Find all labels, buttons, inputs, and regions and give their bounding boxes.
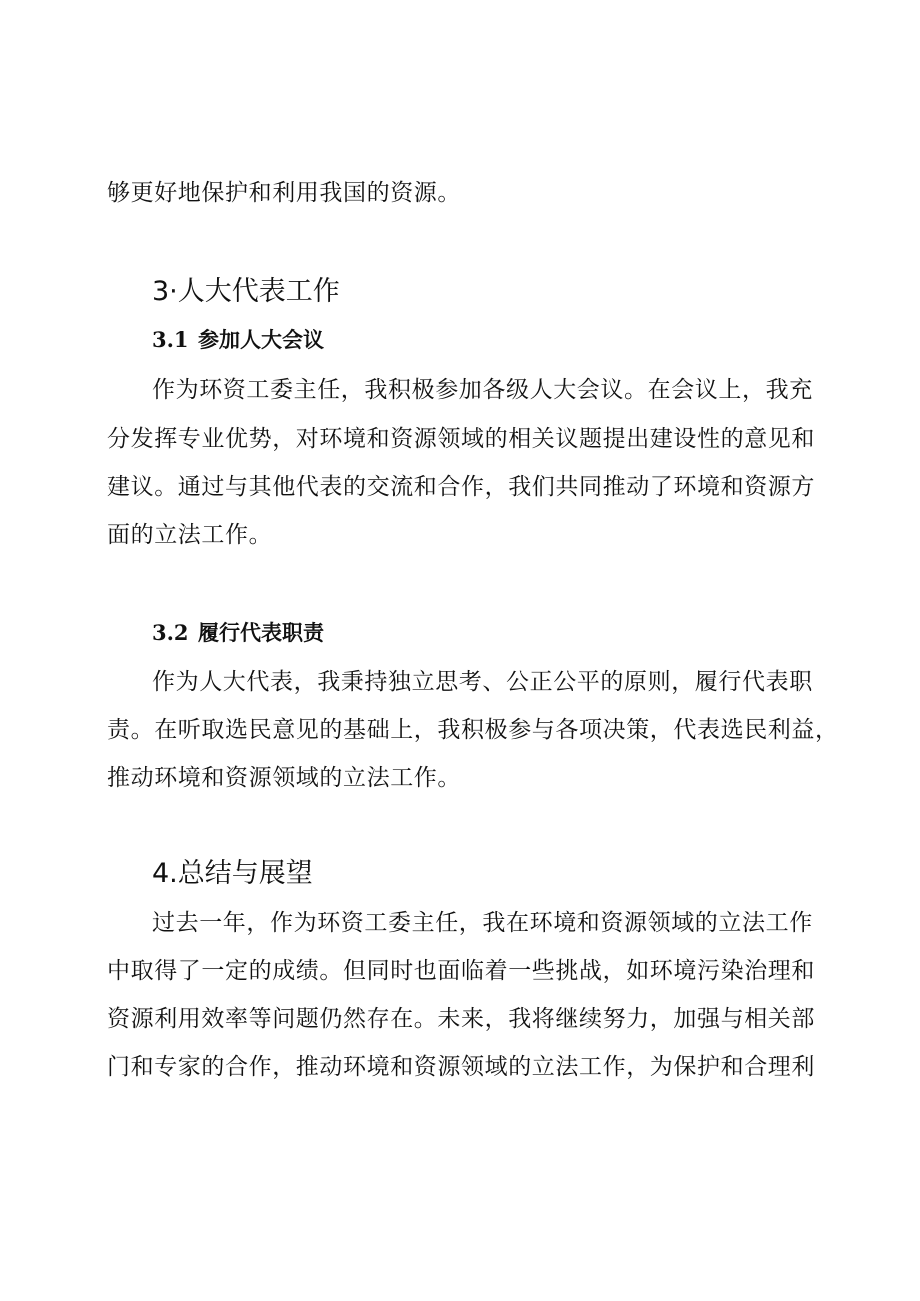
paragraph-line: 推动环境和资源领域的立法工作。	[107, 765, 461, 791]
paragraph-line: 建议。通过与其他代表的交流和合作，我们共同推动了环境和资源方	[107, 474, 815, 500]
paragraph-line: 责。在听取选民意见的基础上，我积极参与各项决策，代表选民利益，	[107, 717, 839, 743]
paragraph-line: 够更好地保护和利用我国的资源。	[107, 180, 461, 206]
paragraph-line: 资源利用效率等问题仍然存在。未来，我将继续努力，加强与相关部	[107, 1006, 815, 1032]
paragraph-line: 作为环资工委主任，我积极参加各级人大会议。在会议上，我充	[152, 377, 813, 403]
paragraph-line: 中取得了一定的成绩。但同时也面临着一些挑战，如环境污染治理和	[107, 958, 815, 984]
paragraph-line: 门和专家的合作，推动环境和资源领域的立法工作，为保护和合理利	[107, 1054, 815, 1080]
subsection-3-1-heading	[152, 326, 324, 354]
subsection-number: 3.1	[152, 327, 189, 352]
subsection-title: 参加人大会议	[198, 328, 324, 352]
subsection-number: 3.2	[152, 620, 189, 645]
paragraph-line: 作为人大代表，我秉持独立思考、公正公平的原则，履行代表职	[152, 669, 813, 695]
paragraph-line: 面的立法工作。	[107, 522, 273, 548]
subsection-3-2-heading	[152, 619, 324, 647]
paragraph-line: 分发挥专业优势，对环境和资源领域的相关议题提出建设性的意见和	[107, 426, 815, 452]
section-4-heading: 4.总结与展望	[152, 858, 313, 889]
subsection-title: 履行代表职责	[198, 621, 324, 645]
section-3-heading: 3·人大代表工作	[152, 276, 340, 307]
paragraph-line: 过去一年，作为环资工委主任，我在环境和资源领域的立法工作	[152, 910, 813, 936]
